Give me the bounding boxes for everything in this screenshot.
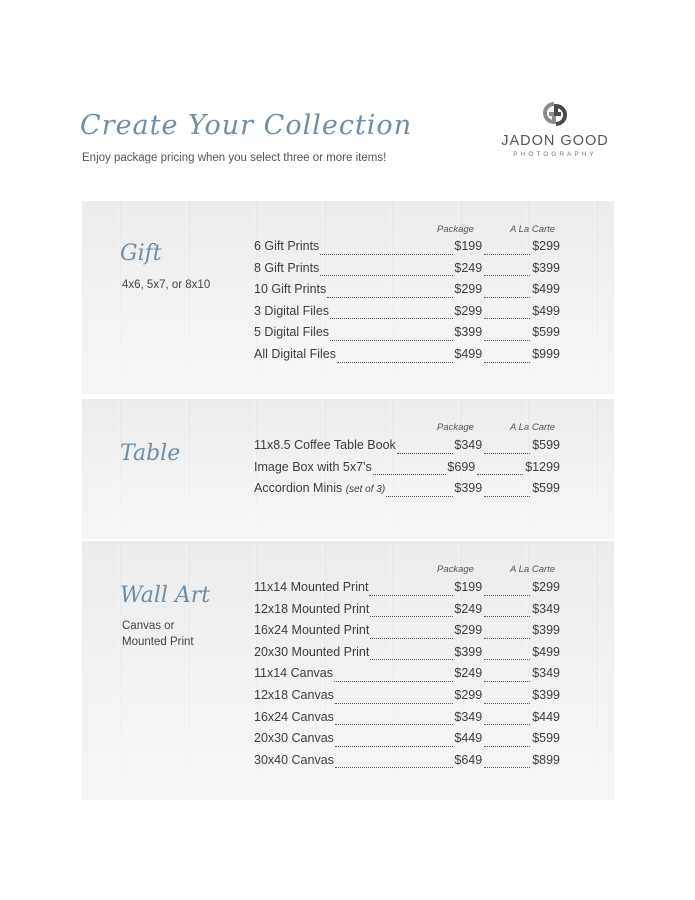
dot-leader bbox=[484, 703, 530, 704]
price-row bbox=[254, 438, 560, 460]
item-name: Accordion Minis (set of 3) bbox=[254, 481, 386, 496]
dot-leader bbox=[484, 595, 530, 596]
a-la-carte-column-header: A La Carte bbox=[510, 224, 556, 235]
dot-leader bbox=[484, 659, 530, 660]
page-subtitle: Enjoy package pricing when you select three or more items! bbox=[82, 152, 387, 164]
price-row bbox=[254, 481, 560, 503]
item-name: 11x14 Mounted Print bbox=[254, 580, 369, 594]
a-la-carte-price: $499 bbox=[532, 303, 560, 318]
dot-leader bbox=[337, 362, 453, 363]
dot-leader bbox=[397, 453, 454, 454]
dot-leader bbox=[484, 767, 530, 768]
dot-leader bbox=[484, 638, 530, 639]
price-row bbox=[254, 753, 560, 775]
a-la-carte-price: $299 bbox=[532, 239, 560, 253]
a-la-carte-price: $349 bbox=[532, 601, 560, 616]
item-name: 12x18 Canvas bbox=[254, 687, 334, 702]
package-price: $249 bbox=[454, 601, 483, 616]
a-la-carte-price: $1299 bbox=[525, 459, 560, 474]
dot-leader bbox=[335, 746, 453, 747]
table-title: Table bbox=[120, 441, 181, 466]
price-row bbox=[254, 282, 560, 304]
item-name: 6 Gift Prints bbox=[254, 239, 320, 253]
package-price: $299 bbox=[454, 282, 483, 297]
a-la-carte-price: $599 bbox=[532, 325, 560, 340]
price-row bbox=[254, 239, 560, 261]
dot-leader bbox=[330, 318, 453, 319]
item-note: (set of 3) bbox=[345, 484, 386, 496]
price-row bbox=[254, 602, 560, 624]
gift-section bbox=[82, 201, 614, 394]
price-row bbox=[254, 580, 560, 602]
a-la-carte-price: $999 bbox=[532, 346, 560, 361]
package-price: $399 bbox=[454, 644, 483, 659]
package-price: $399 bbox=[454, 325, 483, 340]
price-row bbox=[254, 710, 560, 732]
dot-leader bbox=[335, 724, 453, 725]
wall-art-title: Wall Art bbox=[120, 583, 211, 608]
dot-leader bbox=[484, 746, 530, 747]
dot-leader bbox=[330, 340, 453, 341]
item-name: 16x24 Canvas bbox=[254, 709, 334, 724]
package-price: $199 bbox=[454, 239, 483, 253]
dot-leader bbox=[484, 340, 530, 341]
double-g-logo-icon bbox=[540, 100, 570, 128]
dot-leader bbox=[334, 681, 453, 682]
a-la-carte-price: $499 bbox=[532, 644, 560, 659]
dot-leader bbox=[373, 474, 447, 475]
dot-leader bbox=[484, 453, 530, 454]
a-la-carte-column-header: A La Carte bbox=[510, 422, 556, 433]
dot-leader bbox=[370, 616, 453, 617]
dot-leader bbox=[320, 254, 453, 255]
wall-art-subtitle bbox=[122, 618, 194, 650]
price-row bbox=[254, 731, 560, 753]
price-row bbox=[254, 666, 560, 688]
item-name: Image Box with 5x7's bbox=[254, 459, 372, 474]
package-price: $699 bbox=[447, 459, 476, 474]
dot-leader bbox=[335, 703, 453, 704]
package-price: $249 bbox=[454, 260, 483, 275]
package-price: $399 bbox=[454, 481, 483, 496]
brand-logo bbox=[490, 100, 620, 158]
package-column-header: Package bbox=[437, 564, 474, 575]
a-la-carte-price: $499 bbox=[532, 282, 560, 297]
a-la-carte-column-header: A La Carte bbox=[510, 564, 556, 575]
price-row bbox=[254, 347, 560, 369]
price-row bbox=[254, 645, 560, 667]
item-name: 20x30 Mounted Print bbox=[254, 644, 370, 659]
a-la-carte-price: $399 bbox=[532, 687, 560, 702]
dot-leader bbox=[484, 681, 530, 682]
a-la-carte-price: $349 bbox=[532, 666, 560, 681]
a-la-carte-price: $399 bbox=[532, 623, 560, 638]
wall-art-subtitle-line1: Canvas or bbox=[122, 620, 175, 632]
brand-name: JADON GOOD bbox=[501, 133, 609, 149]
item-name: 8 Gift Prints bbox=[254, 260, 320, 275]
dot-leader bbox=[484, 254, 530, 255]
package-price: $299 bbox=[454, 623, 483, 638]
dot-leader bbox=[484, 318, 530, 319]
price-row bbox=[254, 261, 560, 283]
package-price: $249 bbox=[454, 666, 483, 681]
a-la-carte-price: $599 bbox=[532, 438, 560, 452]
package-price: $499 bbox=[454, 346, 483, 361]
item-name: 16x24 Mounted Print bbox=[254, 623, 370, 638]
price-row bbox=[254, 460, 560, 482]
item-name: 5 Digital Files bbox=[254, 325, 330, 340]
package-price: $449 bbox=[454, 731, 483, 746]
price-row bbox=[254, 623, 560, 645]
a-la-carte-price: $899 bbox=[532, 752, 560, 767]
dot-leader bbox=[484, 724, 530, 725]
dot-leader bbox=[327, 297, 453, 298]
a-la-carte-price: $399 bbox=[532, 260, 560, 275]
a-la-carte-price: $599 bbox=[532, 481, 560, 496]
dot-leader bbox=[484, 362, 530, 363]
a-la-carte-price: $299 bbox=[532, 580, 560, 594]
dot-leader bbox=[370, 638, 453, 639]
item-name: 11x14 Canvas bbox=[254, 666, 333, 681]
wall-art-subtitle-line2: Mounted Print bbox=[122, 636, 194, 648]
brand-tagline: PHOTOGRAPHY bbox=[513, 151, 597, 158]
gift-subtitle: 4x6, 5x7, or 8x10 bbox=[122, 279, 211, 291]
price-row bbox=[254, 304, 560, 326]
package-column-header: Package bbox=[437, 422, 474, 433]
table-price-list bbox=[254, 438, 560, 503]
item-name: 10 Gift Prints bbox=[254, 282, 327, 297]
price-row bbox=[254, 325, 560, 347]
dot-leader bbox=[477, 474, 523, 475]
dot-leader bbox=[484, 616, 530, 617]
item-name: 20x30 Canvas bbox=[254, 731, 334, 746]
a-la-carte-price: $599 bbox=[532, 731, 560, 746]
item-name: 30x40 Canvas bbox=[254, 752, 334, 767]
item-name: 11x8.5 Coffee Table Book bbox=[254, 438, 396, 452]
dot-leader bbox=[370, 659, 453, 660]
package-price: $349 bbox=[454, 438, 483, 452]
item-name: 3 Digital Files bbox=[254, 303, 330, 318]
item-name: All Digital Files bbox=[254, 346, 336, 361]
wall-art-section bbox=[82, 541, 614, 800]
price-row bbox=[254, 688, 560, 710]
gift-title: Gift bbox=[120, 241, 162, 266]
dot-leader bbox=[484, 297, 530, 298]
package-price: $299 bbox=[454, 687, 483, 702]
dot-leader bbox=[386, 496, 453, 497]
gift-price-list bbox=[254, 239, 560, 369]
item-name: 12x18 Mounted Print bbox=[254, 601, 370, 616]
package-column-header: Package bbox=[437, 224, 474, 235]
dot-leader bbox=[369, 595, 453, 596]
dot-leader bbox=[320, 275, 453, 276]
page-title: Create Your Collection bbox=[80, 110, 413, 141]
dot-leader bbox=[484, 275, 530, 276]
package-price: $349 bbox=[454, 709, 483, 724]
dot-leader bbox=[484, 496, 530, 497]
wall-art-price-list bbox=[254, 580, 560, 774]
package-price: $299 bbox=[454, 303, 483, 318]
dot-leader bbox=[335, 767, 453, 768]
package-price: $199 bbox=[454, 580, 483, 594]
table-section bbox=[82, 399, 614, 539]
a-la-carte-price: $449 bbox=[532, 709, 560, 724]
package-price: $649 bbox=[454, 752, 483, 767]
